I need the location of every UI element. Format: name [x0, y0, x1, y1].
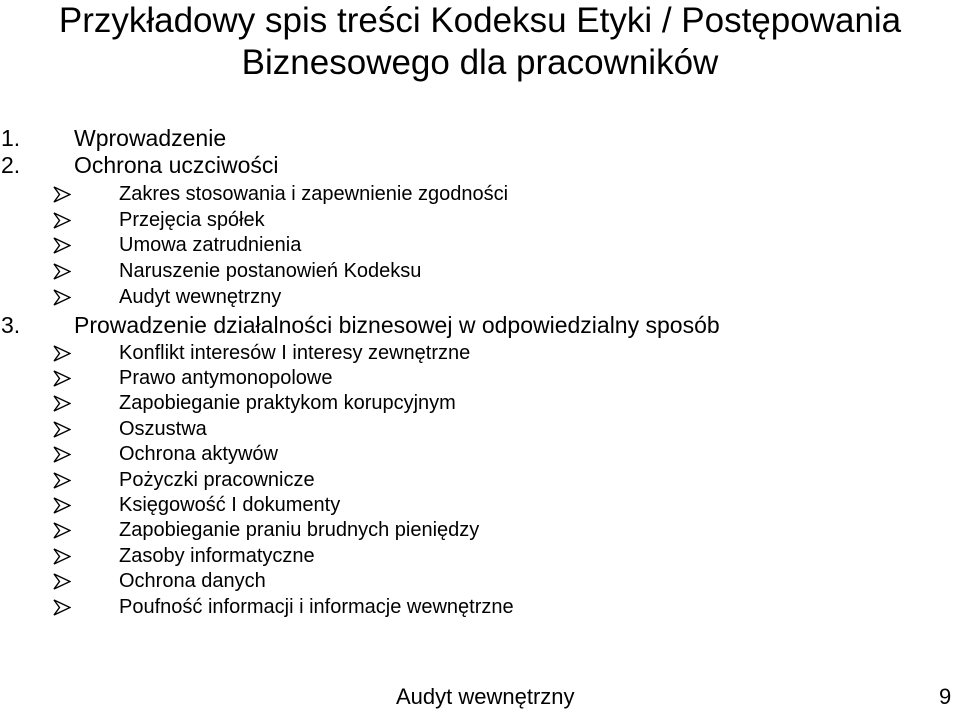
arrowhead-bullet-icon: [53, 599, 71, 616]
arrowhead-bullet-icon: [53, 573, 71, 590]
subitem-label: Prawo antymonopolowe: [119, 367, 333, 389]
arrowhead-bullet-icon: [53, 522, 71, 539]
section-number: 1.: [1, 125, 21, 151]
subitem-label: Pożyczki pracownicze: [119, 469, 315, 491]
arrowhead-bullet-icon: [53, 497, 71, 514]
page-title-line-2: Biznesowego dla pracowników: [241, 43, 719, 82]
subitem-label: Zasoby informatyczne: [119, 545, 315, 567]
subitem-label: Naruszenie postanowień Kodeksu: [119, 260, 422, 282]
subitem-label: Poufność informacji i informacje wewnętrzne: [119, 596, 514, 618]
arrowhead-bullet-icon: [53, 263, 71, 280]
arrowhead-bullet-icon: [53, 472, 71, 489]
page-title-line-1: Przykładowy spis treści Kodeksu Etyki / Postępowania: [58, 1, 902, 40]
section-number: 3.: [1, 312, 21, 338]
arrowhead-bullet-icon: [53, 370, 71, 387]
footer-label: Audyt wewnętrzny: [396, 684, 575, 709]
subitem-label: Audyt wewnętrzny: [119, 286, 282, 308]
subitem-label: Księgowość I dokumenty: [119, 494, 341, 516]
arrowhead-bullet-icon: [53, 186, 71, 203]
section-label: Wprowadzenie: [74, 125, 227, 151]
section-label: Prowadzenie działalności biznesowej w odpowiedzialny sposób: [74, 312, 720, 338]
arrowhead-bullet-icon: [53, 345, 71, 362]
section-label: Ochrona uczciwości: [74, 152, 279, 178]
subitem-label: Oszustwa: [119, 418, 207, 440]
arrowhead-bullet-icon: [53, 237, 71, 254]
subitem-label: Konflikt interesów I interesy zewnętrzne: [119, 342, 471, 364]
section-number: 2.: [1, 152, 21, 178]
subitem-label: Przejęcia spółek: [119, 209, 265, 231]
arrowhead-bullet-icon: [53, 421, 71, 438]
subitem-label: Ochrona aktywów: [119, 443, 278, 465]
page-number: 9: [939, 684, 952, 709]
subitem-label: Zapobieganie praniu brudnych pieniędzy: [119, 519, 480, 541]
subitem-label: Zakres stosowania i zapewnienie zgodności: [119, 183, 509, 205]
arrowhead-bullet-icon: [53, 446, 71, 463]
arrowhead-bullet-icon: [53, 289, 71, 306]
arrowhead-bullet-icon: [53, 395, 71, 412]
subitem-label: Zapobieganie praktykom korupcyjnym: [119, 392, 456, 414]
arrowhead-bullet-icon: [53, 548, 71, 565]
arrowhead-bullet-icon: [53, 212, 71, 229]
subitem-label: Ochrona danych: [119, 570, 266, 592]
subitem-label: Umowa zatrudnienia: [119, 234, 302, 256]
